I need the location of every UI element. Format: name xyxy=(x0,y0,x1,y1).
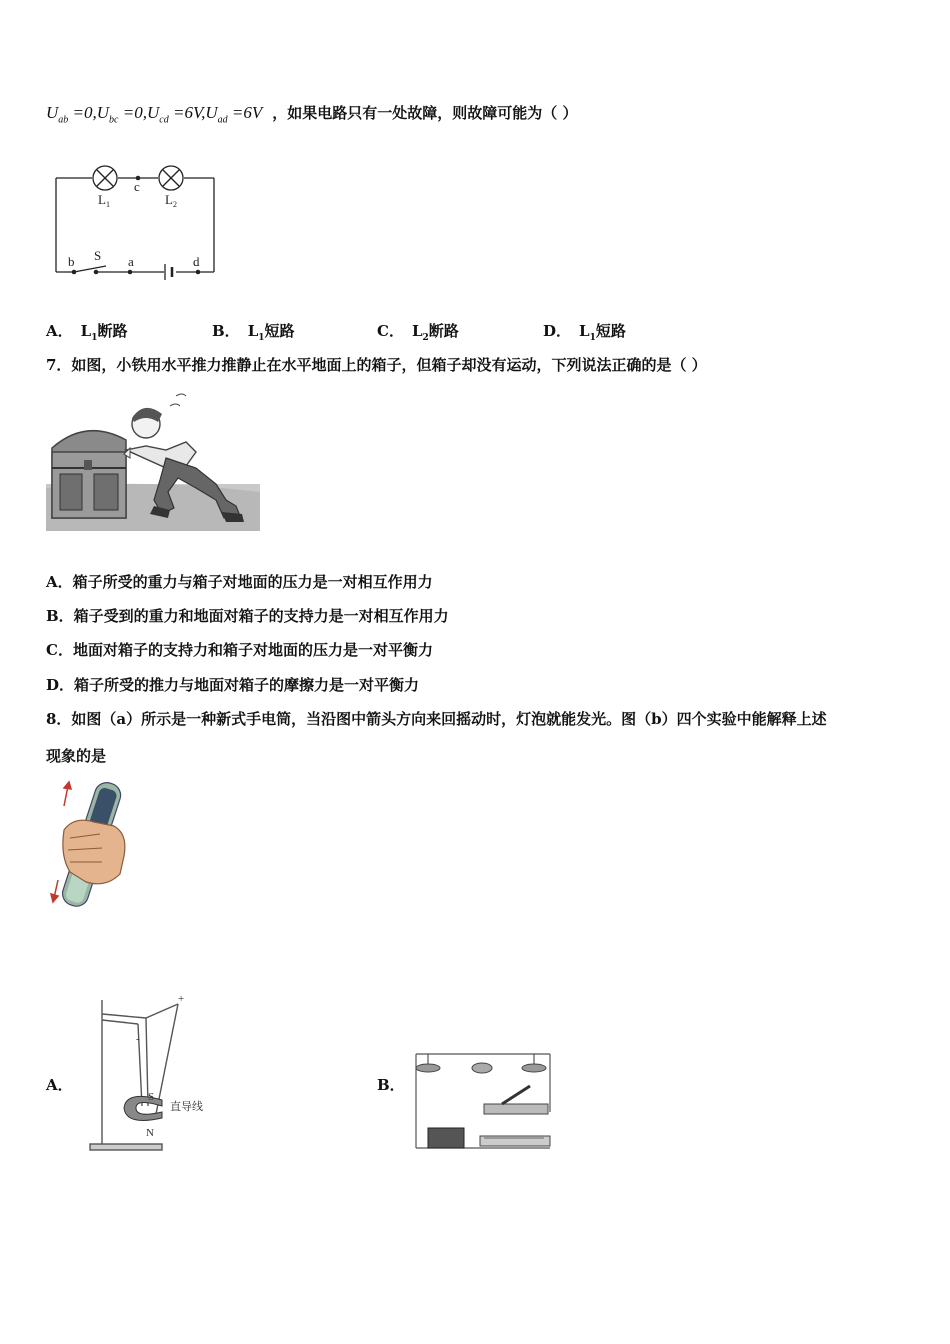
electromagnet-circuit-figure xyxy=(414,1048,552,1152)
boy-pushing-box-illustration xyxy=(46,388,260,531)
q7-option-d[interactable]: D．箱子所受的推力与地面对箱子的摩擦力是一对平衡力 xyxy=(46,676,420,694)
horseshoe-magnet-icon xyxy=(124,1096,162,1120)
bulb-l1-icon xyxy=(93,166,117,190)
fig-a-s-label: S xyxy=(148,1091,155,1103)
label-b: b xyxy=(68,254,75,269)
q7-option-b[interactable]: B．箱子受到的重力和地面对箱子的支持力是一对相互作用力 xyxy=(46,607,449,625)
q6-stem-text: ，如果电路只有一处故障，则故障可能为（ ） xyxy=(272,104,578,122)
q8-option-a[interactable]: A． xyxy=(46,1076,73,1094)
fig-a-wire-label: 直导线 xyxy=(170,1100,203,1113)
fig-a-n-label: N xyxy=(146,1127,154,1139)
fig-a-plus-label: + xyxy=(178,994,185,1005)
q7-option-c[interactable]: C．地面对箱子的支持力和箱子对地面的压力是一对平衡力 xyxy=(46,641,433,659)
q6-option-a[interactable]: A． $L_1$断路 xyxy=(46,322,128,343)
q7-option-a[interactable]: A．箱子所受的重力与箱子对地面的压力是一对相互作用力 xyxy=(46,573,433,591)
q8-stem-line2: 现象的是 xyxy=(46,747,107,765)
q6-formula: $U_{ab} =0,U_{bc} =0,U_{cd} =6V,U_{ad} =6V$ xyxy=(46,103,262,126)
q6-stem xyxy=(46,102,577,125)
shake-flashlight-illustration xyxy=(44,776,136,916)
label-s: S xyxy=(94,248,102,263)
q6-option-b[interactable]: B． $L_1$短路 xyxy=(212,322,295,343)
up-arrow-icon xyxy=(64,782,71,806)
label-l2: $L_2$ xyxy=(165,192,177,209)
q7-stem: 7．如图，小铁用水平推力推静止在水平地面上的箱子，但箱子却没有运动，下列说法正确的是（ ） xyxy=(46,356,707,374)
label-a: a xyxy=(128,254,134,269)
fig-a-minus-label: - xyxy=(136,1033,140,1045)
down-arrow-icon xyxy=(51,880,58,902)
label-d: d xyxy=(193,254,200,269)
battery-icon xyxy=(165,264,172,280)
q8-stem-line1: 8．如图（a）所示是一种新式手电筒，当沿图中箭头方向来回摇动时，灯泡就能发光。图（b）四个实验中能解释上述 xyxy=(46,710,827,728)
q8-option-b[interactable]: B． xyxy=(377,1076,405,1094)
label-l1: $L_1$ xyxy=(98,192,110,209)
treasure-chest-icon xyxy=(52,431,126,518)
q6-option-d[interactable]: D． $L_1$短路 xyxy=(543,322,626,343)
wire-magnet-experiment-figure xyxy=(86,994,220,1154)
circuit-diagram xyxy=(48,158,223,283)
bulb-l2-icon xyxy=(159,166,183,190)
label-c: c xyxy=(134,179,140,194)
q6-option-c[interactable]: C． $L_2$断路 xyxy=(377,322,459,343)
